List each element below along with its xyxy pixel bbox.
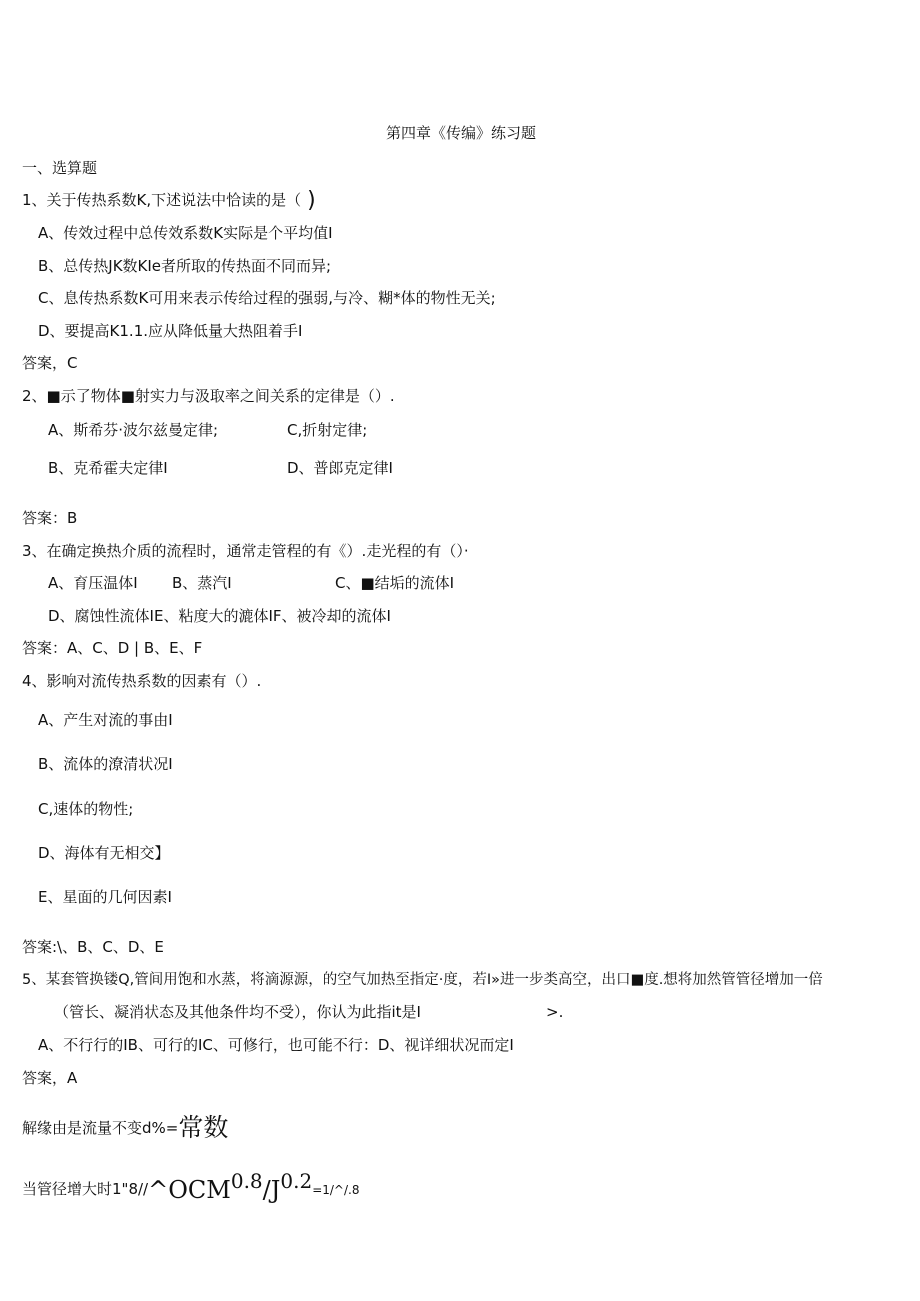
solution-formula-exp1: 0.8	[230, 1169, 263, 1193]
solution-formula-main: ^OCM	[148, 1176, 231, 1204]
q5-stem-continued: （管长、凝消状态及其他条件均不受），你认为此指it是I	[54, 1003, 421, 1021]
solution-formula-end: =1/^/.8	[312, 1183, 360, 1197]
q3-option-b: B、蒸汽I	[172, 574, 232, 592]
q3-answer: 答案：A、C、D | B、E、F	[22, 639, 203, 657]
q5-options: A、不行行的IB、可行的IC、可修行，也可能不行：D、视详细状况而定I	[38, 1036, 514, 1054]
q4-option-e: E、星面的几何因素I	[38, 888, 172, 906]
q2-option-d: D、普郎克定律I	[287, 459, 393, 477]
q4-option-c: C,速体的物性;	[38, 800, 134, 818]
q1-option-a: A、传效过程中总传效系数K实际是个平均值I	[38, 224, 333, 242]
solution-line-1-text: 解缘由是流量不变d%=	[22, 1119, 179, 1137]
q4-stem: 4、影响对流传热系数的因素有（）.	[22, 672, 262, 690]
solution-formula-mid: /J	[262, 1176, 281, 1204]
q3-stem: 3、在确定换热介质的流程时，通常走管程的有《）.走光程的有（）·	[22, 542, 469, 560]
solution-formula-exp2: 0.2	[280, 1169, 313, 1193]
section-heading: 一、选算题	[22, 159, 98, 177]
q4-option-b: B、流体的潦清状况I	[38, 755, 173, 773]
q1-stem-text: 1、关于传热系数K,下述说法中恰读的是（	[22, 191, 302, 209]
q1-option-b: B、总传热JK数KIe者所取的传热面不同而异;	[38, 257, 332, 275]
q3-option-c: C、■结垢的流体I	[335, 574, 455, 592]
q4-option-d: D、海体有无相交】	[38, 844, 170, 862]
solution-line-2	[22, 1168, 359, 1203]
solution-line-1	[22, 1115, 228, 1141]
q3-options-def: D、腐蚀性流体IE、粘度大的漉体IF、被冷却的流体I	[48, 607, 391, 625]
page-title: 第四章《传编》练习题	[386, 124, 537, 142]
q2-option-a: A、斯希芬·波尔兹曼定律;	[48, 421, 219, 439]
q2-option-c: C,折射定律;	[287, 421, 368, 439]
solution-line-2-text: 当管径增大时1"8//	[22, 1180, 149, 1198]
q5-answer: 答案，A	[22, 1069, 78, 1087]
solution-formula-constant: 常数	[178, 1113, 229, 1142]
q3-option-a: A、育压温体I	[48, 574, 138, 592]
q2-option-b: B、克希霍夫定律I	[48, 459, 168, 477]
q1-option-c: C、息传热系数K可用来表示传给过程的强弱,与冷、糊*体的物性无关;	[38, 289, 496, 307]
q5-stem-end: >.	[546, 1003, 564, 1021]
q1-paren-close: )	[307, 188, 316, 213]
q2-answer: 答案：B	[22, 509, 78, 527]
q2-stem: 2、■示了物体■射实力与汲取率之间关系的定律是（）.	[22, 387, 395, 405]
q1-answer: 答案，C	[22, 354, 78, 372]
q5-stem: 5、某套管换镂Q,管间用饱和水蒸，将滴源源，的空气加热至指定·度，若I»进一步类高空，出口■度.想将加然管管径增加一倍	[22, 972, 823, 988]
q1-stem	[22, 190, 316, 211]
q4-option-a: A、产生对流的事由I	[38, 711, 173, 729]
q1-option-d: D、要提高K1.1.应从降低量大热阻着手I	[38, 322, 303, 340]
q4-answer: 答案:\、B、C、D、E	[22, 938, 164, 956]
